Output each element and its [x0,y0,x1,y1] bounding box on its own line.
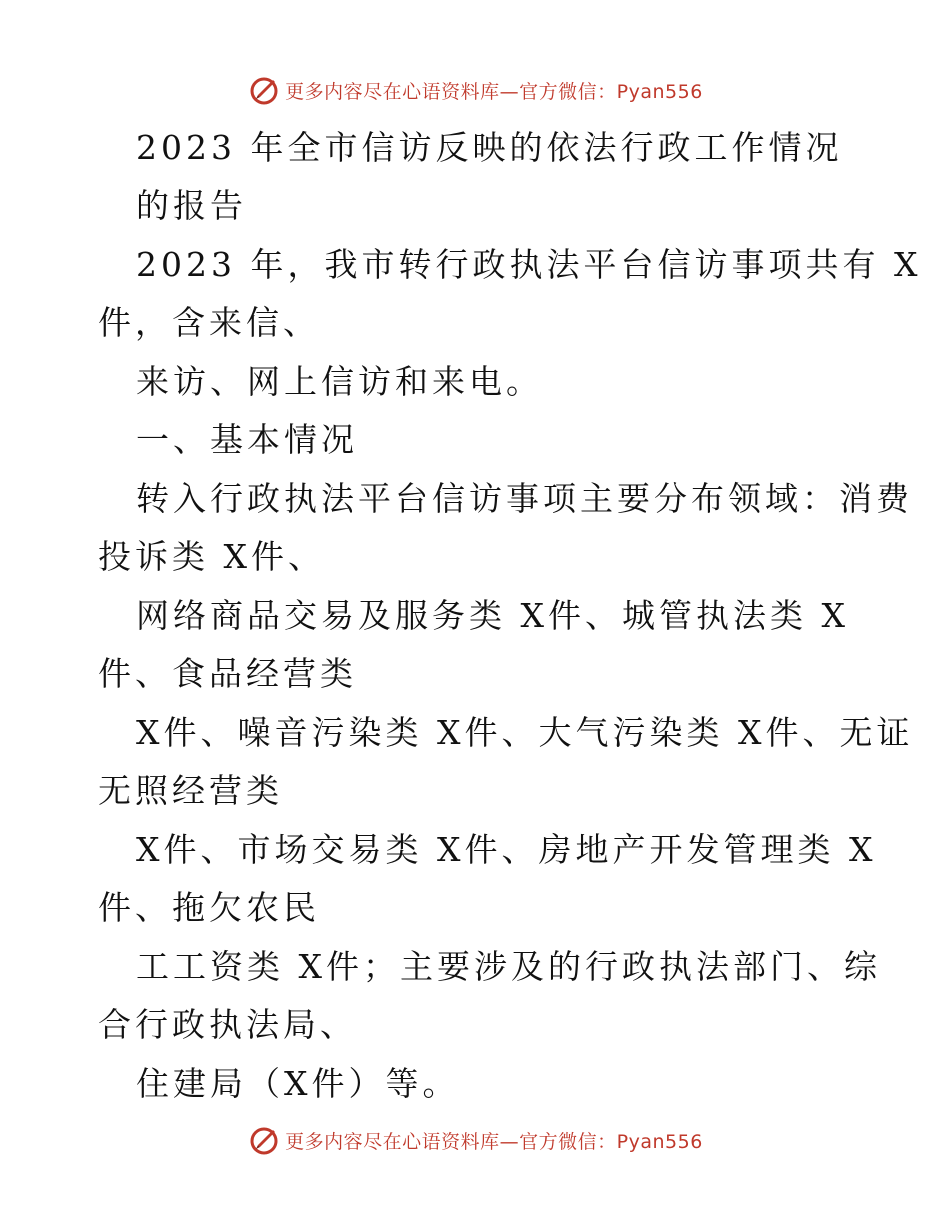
watermark-separator: — [499,80,520,103]
paragraph-line: 件、食品经营类 [98,654,357,693]
watermark-account: 官方微信：Pyan556 [519,1130,703,1153]
paragraph-line: 来访、网上信访和来电。 [136,362,543,401]
paragraph-line: 网络商品交易及服务类 X件、城管执法类 X [136,596,849,635]
paragraph-line: 投诉类 X件、 [98,537,325,576]
paragraph-line: 住建局（X件）等。 [136,1064,460,1103]
section-heading: 一、基本情况 [136,420,358,459]
paragraph-line: 无照经营类 [98,771,283,810]
watermark-footer [0,1120,950,1160]
doc-title-line-2: 的报告 [136,186,247,225]
paragraph-line: 工工资类 X件；主要涉及的行政执法部门、综 [136,947,881,986]
watermark-separator: — [499,1130,520,1153]
doc-title-line-1: 2023 年全市信访反映的依法行政工作情况 [136,128,843,167]
watermark-account: 官方微信：Pyan556 [519,80,703,103]
watermark-main: 更多内容尽在心语资料库 [285,80,500,103]
watermark-text [285,1127,703,1154]
paragraph-line: 转入行政执法平台信访事项主要分布领域：消费 [136,479,913,518]
paragraph-line: 件，含来信、 [98,303,320,342]
paragraph-line: 2023 年，我市转行政执法平台信访事项共有 X [136,245,922,284]
brand-logo-icon [247,1123,281,1157]
watermark-main: 更多内容尽在心语资料库 [285,1130,500,1153]
paragraph-line: X件、噪音污染类 X件、大气污染类 X件、无证 [136,713,914,752]
paragraph-line: 合行政执法局、 [98,1005,357,1044]
paragraph-line: 件、拖欠农民 [98,888,320,927]
paragraph-line: X件、市场交易类 X件、房地产开发管理类 X [136,830,877,869]
